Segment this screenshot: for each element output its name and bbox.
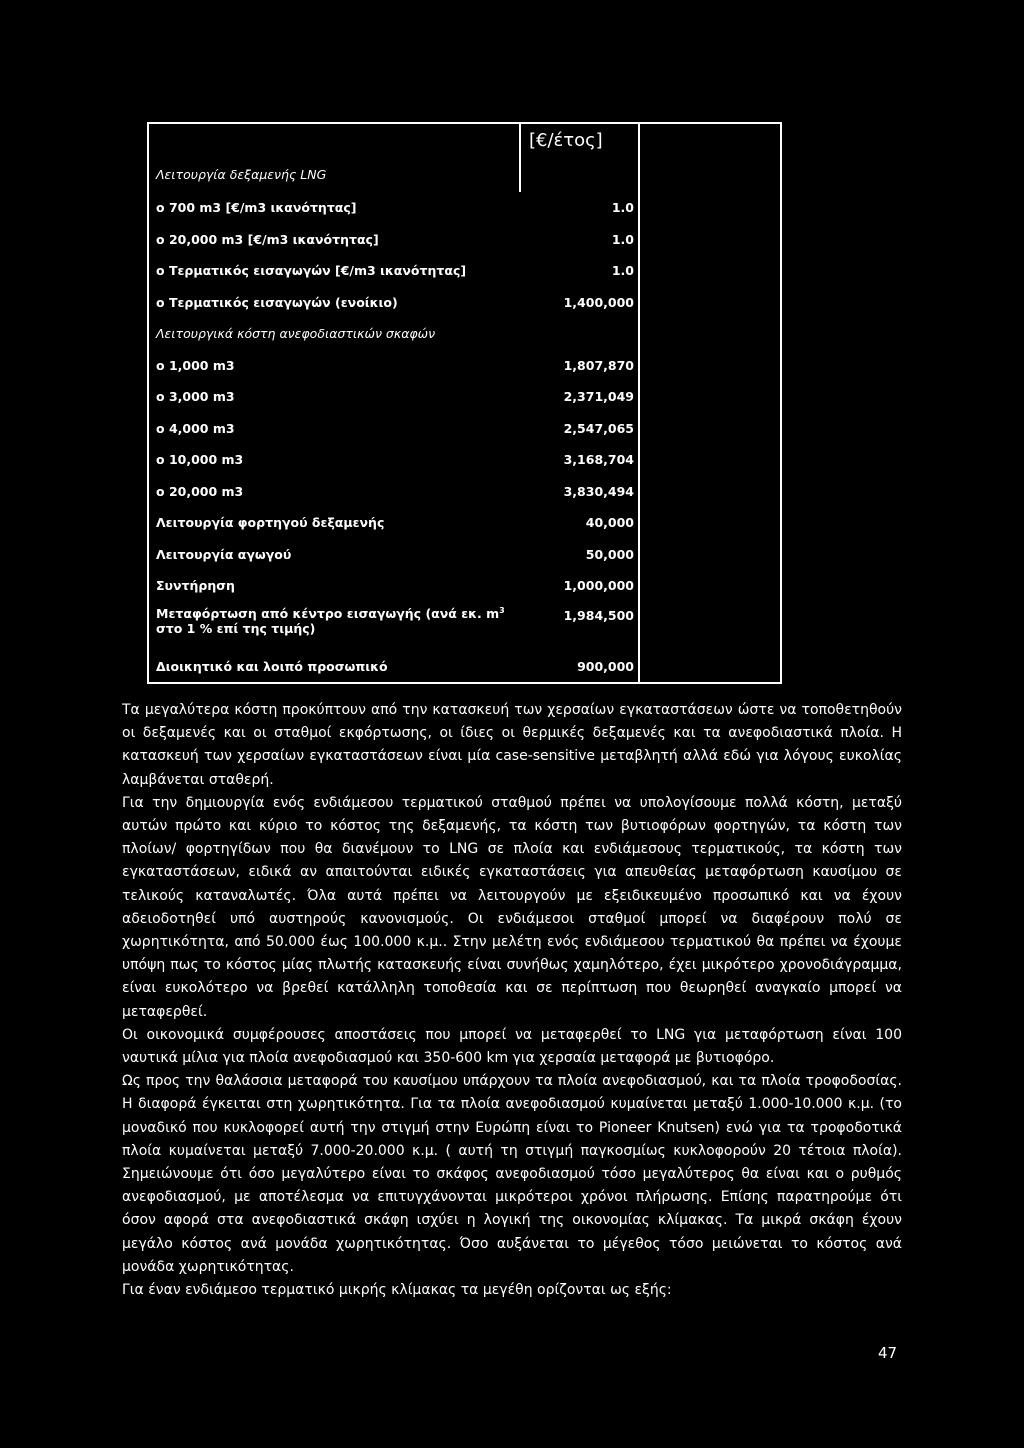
row-label: Διοικητικό και λοιπό προσωπικό [156, 659, 388, 675]
paragraph: Ως προς την θαλάσσια μεταφορά του καυσίμου υπάρχουν τα πλοία ανεφοδιασμού, και τα πλοία τροφοδοσίας. Η διαφορά έγκειται στη χωρητικότητα. Για τα πλοία ανεφοδιασμού κυμαίνεται μεταξύ 1.000-10.000 κ.μ. (το μοναδικό που κυκλοφορεί αυτή την στιγμή στην Ευρώπη είναι το Pioneer Knutsen) ενώ για τα τροφοδοτικά πλοία κυμαίνεται μεταξύ 7.000-20.000 κ.μ. ( αυτή τη στιγμή παγκοσμίως κυκλοφορούν 20 τέτοια πλοία). Σημειώνουμε ότι όσο μεγαλύτερο είναι το σκάφος ανεφοδιασμού τόσο μεγαλύτερος θα είναι και ο ρυθμός ανεφοδιασμού, με αποτέλεσμα να επιτυγχάνονται μικρότεροι χρόνοι πλήρωσης. Επίσης παρατηρούμε ότι όσον αφορά στα ανεφοδιαστικά σκάφη ισχύει η λογική της οικονομίας κλίμακας. Τα μικρά σκάφη έχουν μεγάλο κόστος ανά μονάδα χωρητικότητας. Όσο αυξάνεται το μέγεθος τόσο μειώνεται το κόστος ανά μονάδα χωρητικότητας. [122, 1073, 902, 1275]
row-label: Λειτουργία φορτηγού δεξαμενής [156, 515, 385, 531]
row-value: 1,000,000 [563, 578, 634, 594]
row-value: 900,000 [577, 659, 634, 675]
row-value: 1.0 [611, 200, 634, 216]
row-value: 3,830,494 [563, 483, 634, 499]
row-value: 1.0 [611, 263, 634, 279]
row-label: o 700 m3 [€/m3 ικανότητας] [156, 200, 357, 216]
table-row [148, 381, 781, 413]
table-row [148, 570, 781, 602]
paragraph: Οι οικονομικά συμφέρουσες αποστάσεις που μπορεί να μεταφερθεί το LNG για μεταφόρτωση είναι 100 ναυτικά μίλια για πλοία ανεφοδιασμού και 350-600 km για χερσαία μεταφορά με βυτιοφόρο. [122, 1026, 902, 1067]
row-value: 3,168,704 [563, 452, 634, 468]
row-value: 1,984,500 [563, 607, 634, 623]
row-label: o 1,000 m3 [156, 357, 235, 373]
row-label: Μεταφόρτωση από κέντρο εισαγωγής (ανά εκ. $m^3$ στο 1 % επί της τιμής) [156, 605, 505, 636]
table-row [148, 507, 781, 539]
table-row [148, 287, 781, 319]
table-row [148, 652, 781, 684]
section-title: Λειτουργικά κόστη ανεφοδιαστικών σκαφών [156, 326, 436, 342]
row-value: 1,400,000 [563, 294, 634, 310]
page-number: 47 [878, 1344, 898, 1362]
row-value: 2,371,049 [563, 389, 634, 405]
unit-header: [€/έτος] [520, 123, 639, 192]
table-row [148, 350, 781, 382]
table-header-row [148, 123, 781, 192]
paragraph: Για την δημιουργία ενός ενδιάμεσου τερματικού σταθμού πρέπει να υπολογίσουμε πολλά κόστη, μεταξύ αυτών πρώτο και κύριο το κόστος της δεξαμενής, τα κόστη των βυτιοφόρων φορτηγών, τα κόστη των πλοίων/ φορτηγίδων που θα διανέμουν το LNG σε πλοία και ενδιάμεσους τερματικούς, τα κόστη των εγκαταστάσεων, ειδικά αν απαιτούνται ειδικές εγκαταστάσεις για απευθείας μεταφόρτωση καυσίμου σε τελικούς καταναλωτές. Όλα αυτά πρέπει να λειτουργούν με εξειδικευμένο προσωπικό και να έχουν αδειοδοτηθεί υπό αυστηρούς κανονισμούς. Οι ενδιάμεσοι σταθμοί μπορεί να διαφέρουν πολύ σε χωρητικότητα, από 50.000 έως 100.000 κ.μ.. Στην μελέτη ενός ενδιάμεσου τερματικού θα πρέπει να έχουμε υπόψη πως το κόστος μίας πλωτής κατασκευής είναι συνήθως χαμηλότερο, έχει μικρότερο χρονοδιάγραμμα, είναι ευκολότερο να βρεθεί κατάλληλη τοποθεσία και σε περίπτωση που θεωρηθεί αναγκαίο μπορεί να μεταφερθεί. [122, 794, 902, 1020]
paragraph: Για έναν ενδιάμεσο τερματικό μικρής κλίμακας τα μεγέθη ορίζονται ως εξής: [122, 1282, 672, 1299]
paragraph: Τα μεγαλύτερα κόστη προκύπτουν από την κατασκευή των χερσαίων εγκαταστάσεων ώστε να τοποθετηθούν οι δεξαμενές και οι σταθμοί εκφόρτωσης, οι ίδιες οι θερμικές δεξαμενές και τα ανεφοδιαστικά πλοία. Η κατασκευή των χερσαίων εγκαταστάσεων είναι μία case-sensitive μεταβλητή αλλά εδώ για λόγους ευκολίας λαμβάνεται σταθερή. [122, 702, 902, 788]
table-row [148, 539, 781, 571]
row-label: o 20,000 m3 [156, 483, 244, 499]
row-label: Συντήρηση [156, 578, 235, 594]
row-label: o Τερματικός εισαγωγών (ενοίκιο) [156, 294, 398, 310]
table-row [148, 444, 781, 476]
table-row [148, 192, 781, 224]
row-value: 40,000 [585, 515, 634, 531]
row-value: 2,547,065 [563, 420, 634, 436]
table-title: Λειτουργία δεξαμενής LNG [156, 167, 327, 182]
row-label: Λειτουργία αγωγού [156, 546, 292, 562]
row-label: o 10,000 m3 [156, 452, 244, 468]
cost-table [147, 122, 782, 684]
row-label: o 3,000 m3 [156, 389, 235, 405]
row-value: 50,000 [585, 546, 634, 562]
section-title-row [148, 318, 781, 350]
empty-column [639, 123, 781, 192]
table-row [148, 255, 781, 287]
table-row [148, 476, 781, 508]
row-label: o 20,000 m3 [€/m3 ικανότητας] [156, 231, 379, 247]
row-value: 1,807,870 [563, 357, 634, 373]
table-row [148, 413, 781, 445]
table-row [148, 602, 781, 652]
body-text [122, 699, 902, 1302]
table-row [148, 224, 781, 256]
row-label: o 4,000 m3 [156, 420, 235, 436]
row-label: o Τερματικός εισαγωγών [€/m3 ικανότητας] [156, 263, 467, 279]
row-value: 1.0 [611, 231, 634, 247]
